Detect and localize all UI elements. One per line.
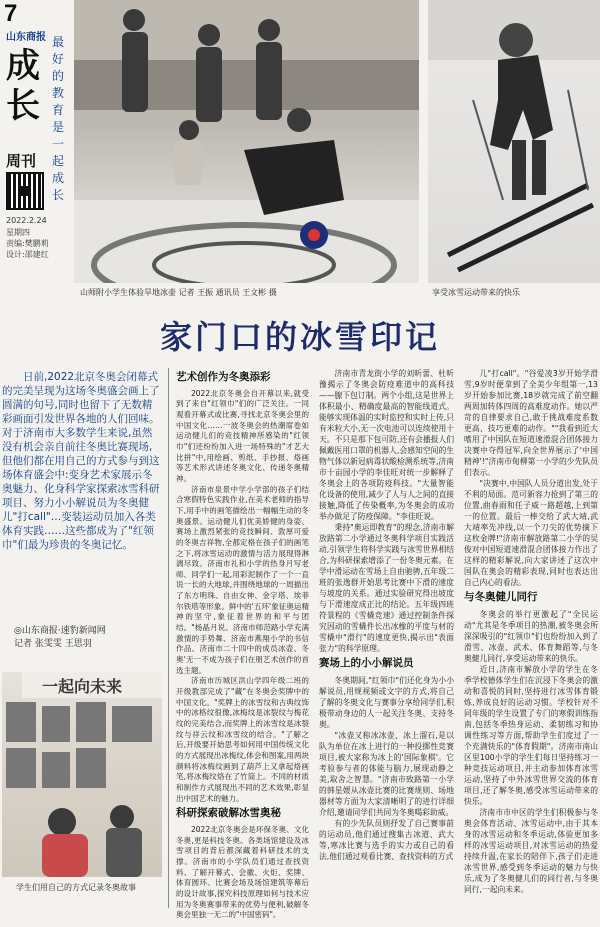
article-column-1 [176, 368, 309, 921]
article-column-3 [464, 368, 598, 895]
section-heading: 与冬奥健儿同行 [464, 591, 538, 603]
paragraph: 济南市青龙街小学的刘昕蕾、杜昕豫揭示了冬奥会防疫难道中的高科技——腺下包订制。两个小组,这是世界上体积最小、精确度最高的智能线道式。能够实现体温的实时监控和实时上传,只有米粒大小,无一次电池可以连续使用十天。不只是那下包可防,还有会播报人们佩戴医用口罩的机器人,会感知空间的生物气体以新冠病毒状酸检测系统等,济南市十亩园小学的李佳旺对统一步解释了冬奥会上的各项防疫科技。"大量智能化设备的使用,减少了人与人之间的直接接触,降低了传染概率,为冬奥会的成功举办做足了防疫保障。"李佳旺说。 [319, 369, 454, 521]
designer-credit: 设计:邵建红 [6, 250, 49, 259]
section-heading: 科研探索破解冰雪奥秘 [176, 807, 281, 820]
editor-credit: 责编:樊鹏莉 [6, 239, 49, 248]
paragraph: 济南市历城区洪山学四年级二班的开级教部完成了"藏"在冬奥会奖牌中的中国文化。"奖牌上的冰雪纹和古典纹饰中的冰格纹很像,冰梅纹是冰裂纹与梅花纹的完美结合,而奖牌上的冰雪纹是冰裂纹与祥云纹和冰雪纹的结合。"了解之后,开级要开始思考如何用中国传统文化的方式展现出冰梅纹,体会和图案,用两块颜料将冰梅纹画到了葫芦上又拿起烙画笔,将冰梅纹烙在了竹筒上。不同的材质和制作方式展现出不同的艺术效果,彰显出中国艺术的魅力。 [176, 676, 309, 803]
column-divider [168, 368, 169, 908]
issue-weekday: 星期四 [6, 228, 30, 237]
paragraph: "决赛中,中国队人员分道出发,处于不利的局面。范可新容力抢到了第三的位置,曲春雨和任子威一路超越,上到第一的位置。最后一棒交给了武大靖,武大靖率先冲线,以一个刀尖的优势摘下这枚金牌!"济南市解放路第二小学的吴俊对中国短道速滑混合团体接力作出了这样的精彩解说,向大家讲述了这次中国队在奥会的精彩表现,同时也表达出自己内心的看法。 [464, 479, 598, 587]
intro-credit [14, 625, 106, 651]
paragraph: 2022北京冬奥会自开幕以来,就受到了来自"红领巾"们的广泛关注。一同观看开幕式或比赛,寻找北京冬奥会里的中国文化……一波冬奥会的热潮席卷如运动健儿们的竞技精神所感染的"红领巾"们还纷纷加入进一场特殊的"才艺大比拼"中,用绘画、剪纸、手抄报、烙画等艺术形式讲述冬奥文化、传递冬奥精神。 [176, 388, 309, 483]
paragraph: 2022北京冬奥会是环保冬奥、文化冬奥,更是科技冬奥。各类场馆建设及冰雪项目的背后都深藏着科研技术的支撑。济南市的小学队员们通过查找资料、了解开幕式、会徽、火炬、奖牌、体育圆环、比赛会场及场馆建筑等幕后的设计故事,探究科技原理如何与技术应用为冬奥赛事带来的优势与便利,破解冬奥会里独一无二的"中国密码"。 [176, 824, 309, 920]
slogan: 最好的教育是一起成长 [52, 35, 65, 202]
section-heading: 赛场上的小小解说员 [319, 657, 414, 669]
issue-date: 2022.2.24 [6, 216, 47, 225]
skiing-photo [428, 0, 600, 283]
qr-code-icon [6, 172, 44, 210]
article-column-2 [319, 368, 454, 862]
paragraph: 济南市泉景中学小学部的孩子们结合寒假特色实践作业,在美术老师的指导下,用手中的画笔描绘出一幅幅生动的冬奥盛景。运动健儿们优美娇健的身姿、赛场上激烈紧张的竞技瞬间、敦厚可爱的冬奥吉祥物,全都定格在孩子们的画笔之下,将冰雪运动的激情与活力展现得淋漓尽致。济南市礼和小学的热身月写老师、同学们一起,用彩泥制作了一个一直说一长的大地球,并围绕地球的一周描出了东方明珠、自由女神、金字塔、埃菲尔铁塔等形象。鲜中的'五环'象征奥运精神的坚守,象征着世界的和平与团结。"杨晶月说。济南市师范路小学充满激情的手势舞、济南市燕翔小学的书信作品、济南市二十四中的成员冰壶、冬奥'无一不成为孩子们在朋艺术创作的首选主题。 [176, 484, 309, 675]
student-exhibit-photo [2, 672, 162, 877]
paper-name: 山东商报 [6, 32, 46, 43]
paragraph: 儿"打call"。"谷爱凌3岁开始学滑雪,9岁时便拿到了全美少年组第一,13岁开始参加比赛,18岁就完成了前空翻两周加转体四周的高难度动作。她以严苛的自律要求自己,敢于挑战难度系数更高、技巧更难的动作。""我看到近大嗜用了中国队在短道速滑混合团体接力决赛中夺得冠军,向全世界展示了'中国精神'!"济南市甸柳第一小学的少先队员们表示。 [464, 369, 598, 477]
bottom-left-caption: 学生们用自己的方式记录冬奥故事 [16, 883, 136, 892]
paragraph: "冰壶又称冰冰壶、冰上溜石,是以队为单位在冰上进行的一种投掷性竞赛项目,被大家称为冰上的'国际象棋'。它考验参与者的体能与脑力,展现动静之美,取舍之智慧。"济南市致路第一小学的韩星媛从冰壶比赛的比赛规则、场地器材等方面为大家清晰明了的进行详细介绍,邀请同学们共同为冬奥喝彩助威。 [319, 731, 454, 817]
weekly-label: 周刊 [6, 152, 37, 170]
intro-text: 日前,2022北京冬奥会闭幕式的完美呈现为这场冬奥盛会画上了圆满的句号,同时也留下了无数精彩画面引发世界各地的人们回味。对于济南市大多数学生来说,虽然没有机会亲自前往冬奥比赛现场,但他们都在用自己的方式参与到这场体育盛会中:变身艺术家展示冬奥魅力、化身科学家探索冰雪科研项目、努力小小解说员为冬奥健儿"打call"…变装运动员加入各类体育实践……这些都成为了"红领巾"们最为珍贵的冬奥记忆。 [2, 371, 160, 551]
paragraph: 冬奥期间,"红领巾"们还化身为小小解说员,用规视频或文字的方式,将自己了解的冬奥文化与赛事分享给同学们,积极带动身边的人一起关注冬奥、支持冬奥。 [319, 676, 454, 729]
section-title: 成长 [6, 46, 40, 126]
section-heading: 艺术创作为冬奥添彩 [176, 371, 271, 383]
top-right-caption: 享受冰雪运动带来的快乐 [432, 288, 520, 297]
wall-banner-text: 一起向未来 [42, 677, 123, 696]
paragraph: 有的少先队员则抒发了自己赛事前的运动员,他们通过搜集古冰道、武大等,寒冰比赛与选手的实力或自己的看法,他们通过观看比赛、查找资料的方式 [319, 819, 454, 861]
paragraph: 冬奥会的举行更激起了"全民运动"尤其是冬季项目的热潮,被冬奥会所深深吸引的"红领巾"们也纷纷加入到了滑雪、冰壶、武术、体育舞蹈等,与冬奥健儿同行,享受运动带来的快乐。 [464, 610, 598, 663]
paragraph: 济南市市中区的学生们积极参与冬奥会体育活动、冰雪运动中,由于其本身的冰雪运动和冬季运动,体验更加多样的冰雪运动项目,对冰雪运动的热爱持续升温,在家长的陪伴下,孩子们走进冰雪世界,感受到冬季运动的魅力与快乐,成为了冬奥健儿们的同行者,与冬奥同行,一起向未来。 [464, 808, 598, 894]
top-left-caption: 山师附小学生体验旱地冰壶 记者 王振 通讯员 王文彬 摄 [80, 288, 277, 297]
headline: 家门口的冰雪印记 [159, 318, 440, 356]
paragraph: 近日,济南市解放小学的学生在冬季学校德体学生们在沉浸下冬奥会的激动和喜悦的同时,坚持进行冰雪体育锻炼,养成良好的运动习惯。学校针对不同年级的学生设置了专门的寒假训练指南,包括冬季热身运动、柔韧练习和协调性练习等方面,帮助学生们度过了一个充满快乐的"体育假期"。济南市南山区里100小学的学生们每日坚持练习一种竞技运动项目,并主动参加体育冰雪运动,坚持了中外冰雪世界交流的体育项目,还了解冬奥,感受冰雪运动带来的快乐。 [464, 665, 598, 806]
credit-agency: ◎山东商报·速豹新闻网 [14, 626, 106, 636]
paragraph: 秉持"奥运即教育"的理念,济南市解放路第二小学通过冬奥科学项目实践活动,引领学生将科学实践与冰雪世界相结合,为科研探索增添了一份冬奥元素。在学中滑运动在雪场上自由驰骋,五年级二班的张逸群开始思考比赛中下滑的速度与坡度的关系。通过实验研究得出坡度与下滑速度成正比的结论。五年级四班符景程的《雪橇竞速》通过控制条件探究因动的雪橇件长出冰橡的平度与材的雪橇中"滑行"的速度更快,揭示出"表面张力"的科学原理。 [319, 523, 454, 653]
page-number: 7 [4, 0, 18, 27]
masthead [0, 0, 72, 300]
curling-photo [74, 0, 419, 283]
credit-reporters: 记者 张雯雯 王思羽 [14, 639, 92, 649]
